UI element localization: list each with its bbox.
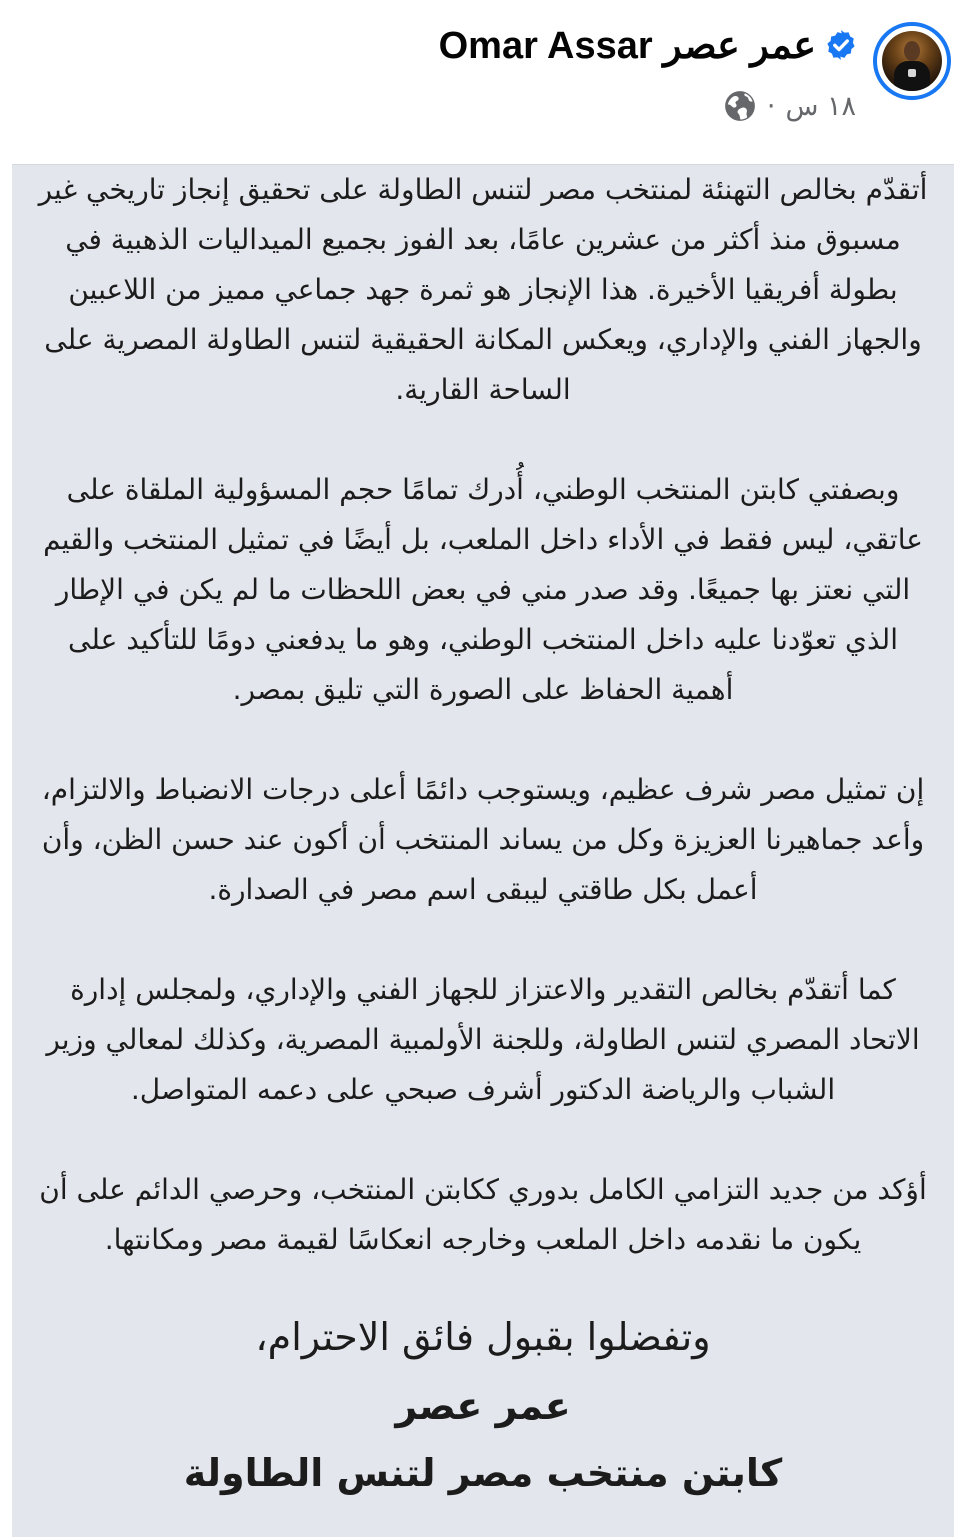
letter-paragraph-3: إن تمثيل مصر شرف عظيم، ويستوجب دائمًا أعلى درجات الانضباط والالتزام، وأعد جماهيرنا العزيزة وكل من يساند المنتخب أن أكون عند حسن الظن، وأن أعمل بكل طاقتي ليبقى اسم مصر في الصدارة.	[41, 773, 925, 906]
post-image[interactable]	[12, 164, 954, 1537]
globe-icon[interactable]	[723, 89, 757, 123]
letter-paragraph-1: أتقدّم بخالص التهنئة لمنتخب مصر لتنس الطاولة على تحقيق إنجاز تاريخي غير مسبوق منذ أكثر من عشرين عامًا، بعد الفوز بجميع الميداليات الذهبية في بطولة أفريقيا الأخيرة. هذا الإنجاز هو ثمرة جهد جماعي مميز من اللاعبين والجهاز الفني والإداري، ويعكس المكانة الحقيقية لتنس الطاولة المصرية على الساحة القارية.	[38, 173, 928, 406]
meta-separator: ·	[766, 90, 776, 122]
post-timestamp[interactable]: ١٨ س	[785, 90, 856, 122]
signature-title: كابتن منتخب مصر لتنس الطاولة	[183, 1451, 783, 1495]
letter-paragraph-5: أؤكد من جديد التزامي الكامل بدوري ككابتن المنتخب، وحرصي الدائم على أن يكون ما نقدمه داخل الملعب وخارجه انعكاسًا لقيمة مصر ومكانتها.	[39, 1173, 927, 1256]
avatar-photo-head	[904, 41, 920, 61]
verified-badge-icon	[824, 28, 858, 62]
signature-name: عمر عصر	[395, 1384, 571, 1428]
author-avatar[interactable]	[873, 22, 951, 100]
avatar-photo	[882, 31, 942, 91]
letter-closing: وتفضلوا بقبول فائق الاحترام،	[255, 1315, 711, 1359]
post-header	[0, 0, 954, 164]
author-name[interactable]: Omar Assar عمر عصر	[438, 24, 816, 67]
letter-paragraph-4: كما أتقدّم بخالص التقدير والاعتزاز للجهاز الفني والإداري، ولمجلس إدارة الاتحاد المصري لتنس الطاولة، وللجنة الأولمبية المصرية، وكذلك لمعالي وزير الشباب والرياضة الدكتور أشرف صبحي على دعمه المتواصل.	[46, 973, 920, 1106]
statement-letter	[34, 165, 932, 1501]
letter-paragraph-2: وبصفتي كابتن المنتخب الوطني، أُدرك تمامًا حجم المسؤولية الملقاة على عاتقي، ليس فقط في الأداء داخل الملعب، بل أيضًا في تمثيل المنتخب والقيم التي نعتز بها جميعًا. وقد صدر مني في بعض اللحظات ما لم يكن في الإطار الذي تعوّدنا عليه داخل المنتخب الوطني، وهو ما يدفعني دومًا للتأكيد على أهمية الحفاظ على الصورة التي تليق بمصر.	[43, 473, 923, 706]
author-line	[439, 18, 858, 72]
post-meta	[723, 86, 856, 126]
avatar-photo-logo	[908, 69, 916, 77]
